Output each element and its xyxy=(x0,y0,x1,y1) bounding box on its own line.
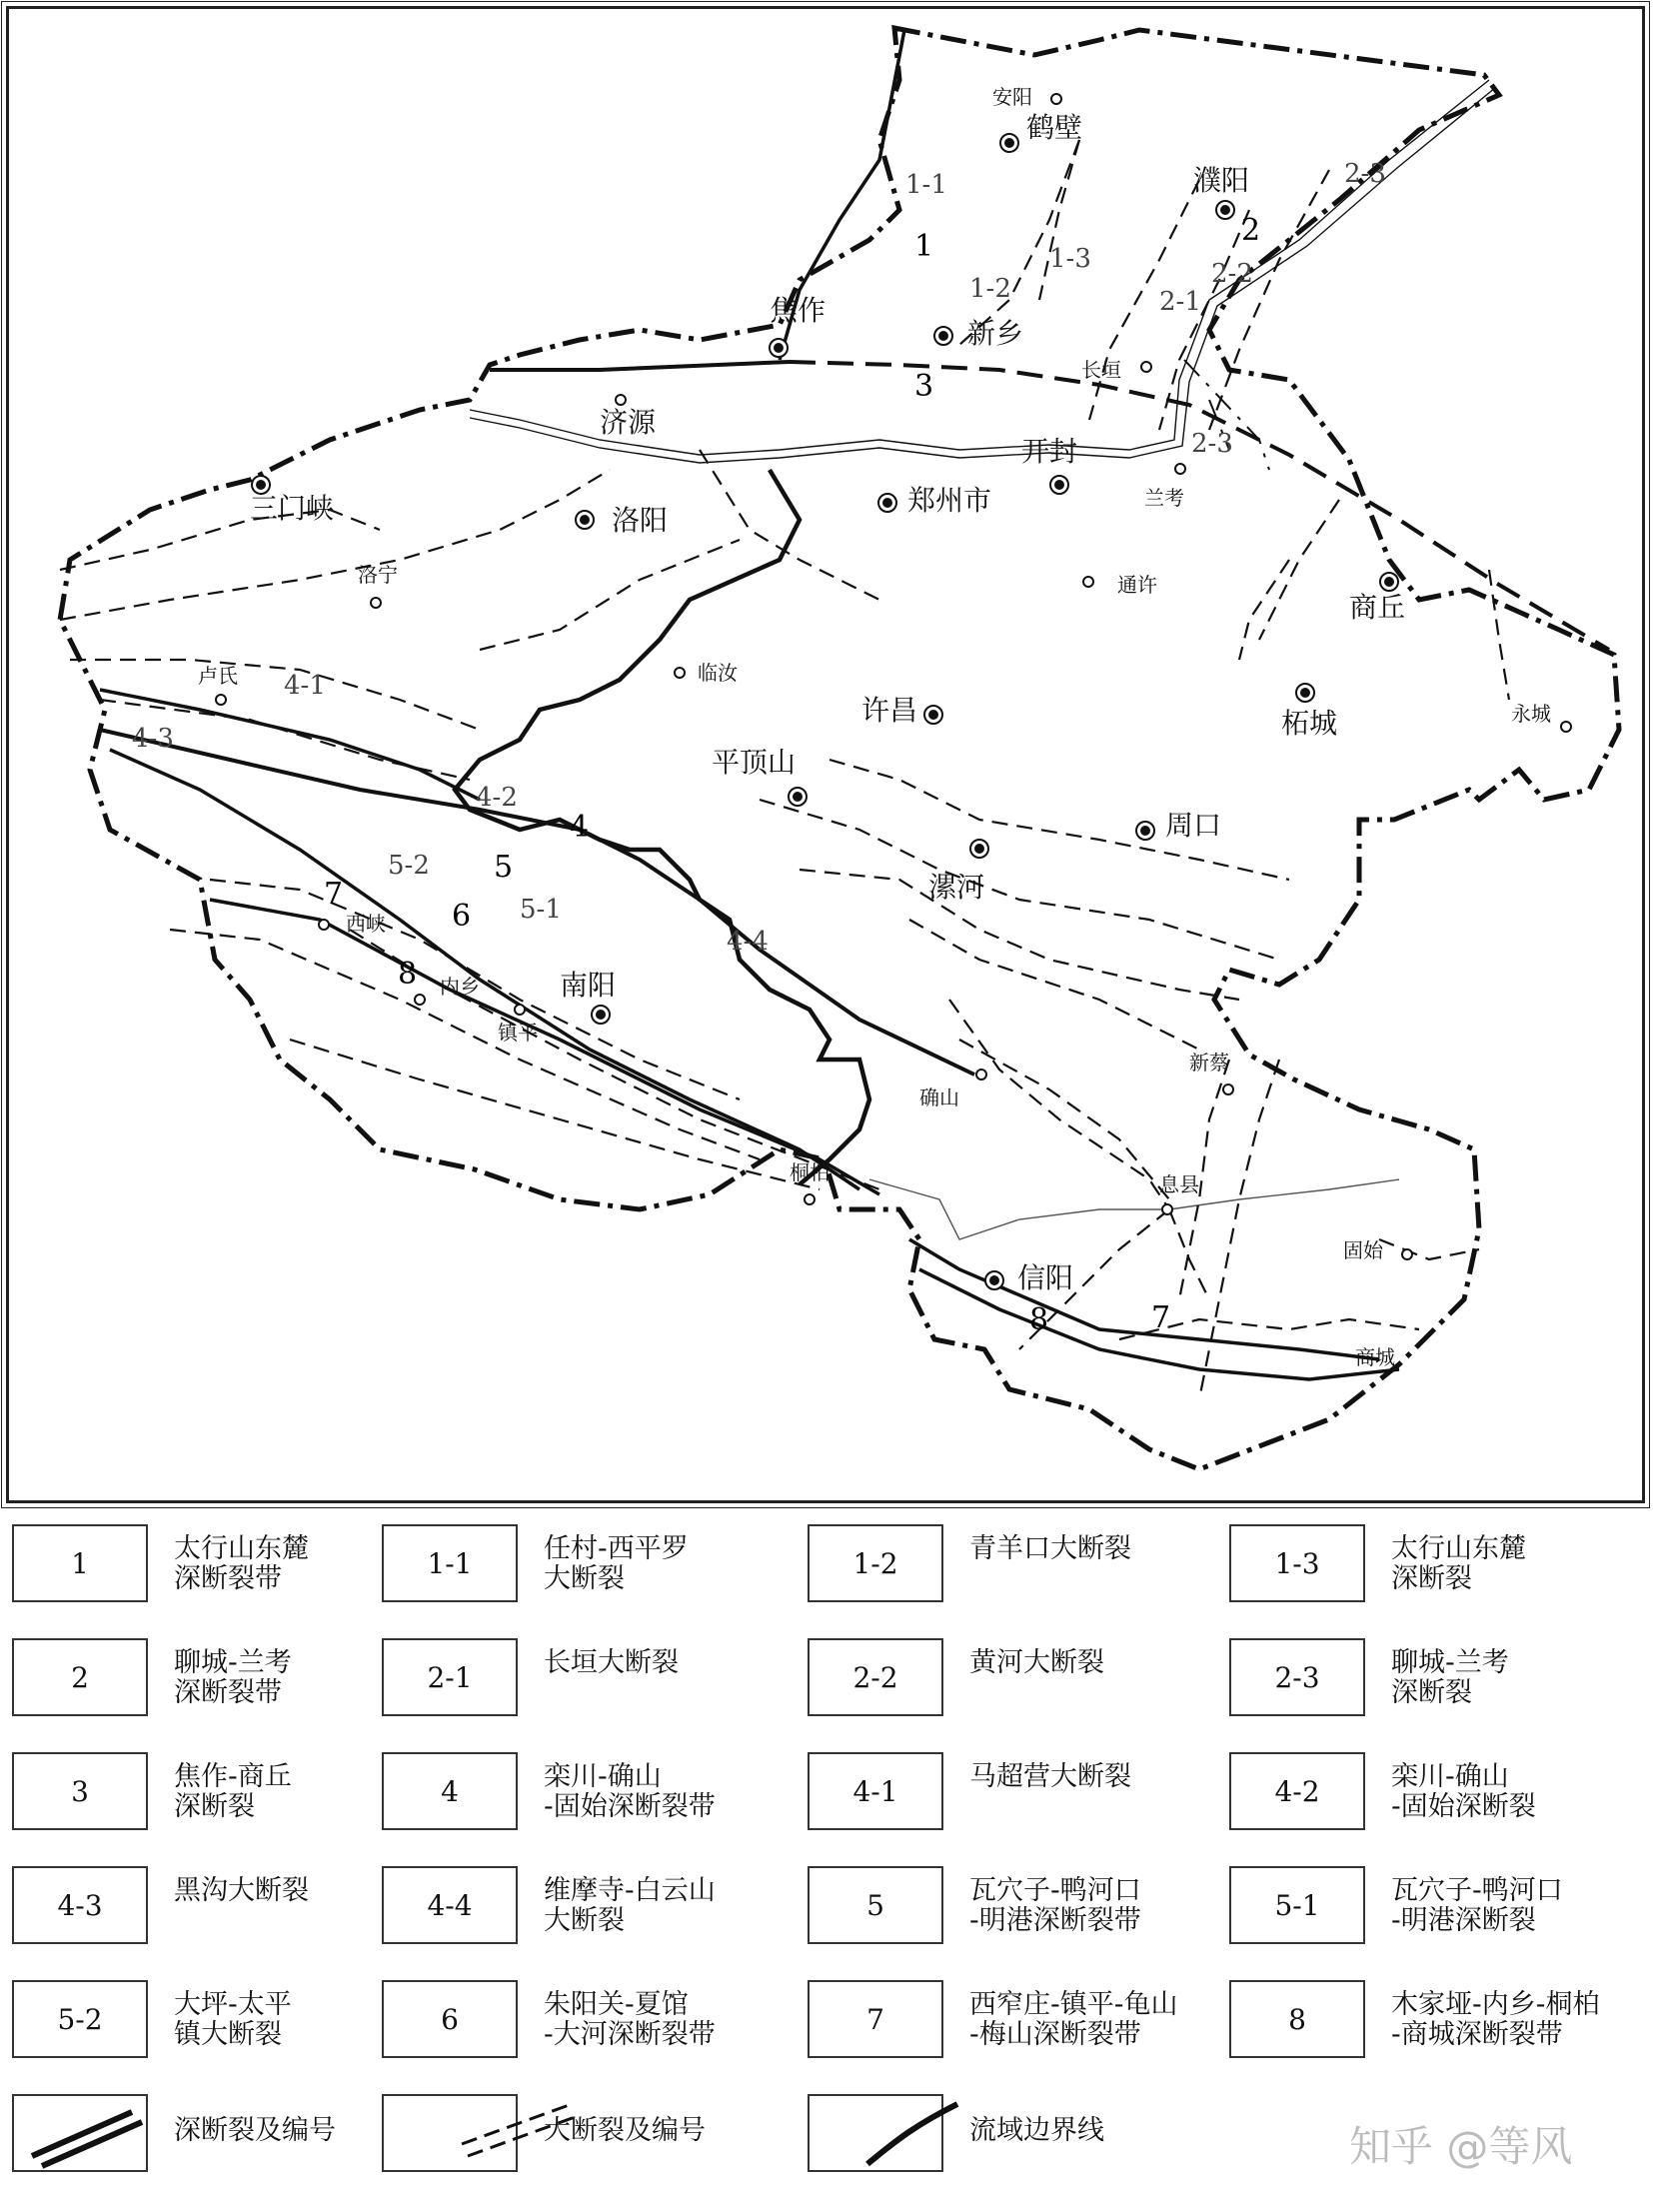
legend-fault-name: 瓦穴子-鸭河口 -明港深断裂带 xyxy=(969,1875,1141,1936)
legend-code-box: 4-3 xyxy=(12,1866,148,1944)
legend-fault-name: 聊城-兰考 深断裂带 xyxy=(174,1647,292,1708)
label-xuchang: 许昌 xyxy=(861,694,918,727)
legend-code-box: 4 xyxy=(382,1752,518,1830)
symbol-major-fault-label: 大断裂及编号 xyxy=(544,2115,706,2146)
label-linru: 临汝 xyxy=(698,661,738,685)
legend-fault-name: 聊城-兰考 深断裂 xyxy=(1391,1647,1509,1708)
legend-code-box: 1 xyxy=(12,1524,148,1602)
legend-fault-name: 朱阳关-夏馆 -大河深断裂带 xyxy=(544,1989,716,2050)
legend-fault-name: 马超营大断裂 xyxy=(969,1761,1131,1792)
label-lushi: 卢氏 xyxy=(198,664,238,688)
legend-fault-name: 青羊口大断裂 xyxy=(969,1533,1131,1564)
legend-fault-name: 焦作-商丘 深断裂 xyxy=(174,1761,292,1822)
zone-2: 2 xyxy=(1241,213,1261,248)
zone-2-3-north: 2-3 xyxy=(1344,159,1386,189)
zone-5: 5 xyxy=(494,850,514,885)
zone-1: 1 xyxy=(914,229,934,264)
label-xixia: 西峡 xyxy=(346,912,386,936)
zone-6: 6 xyxy=(452,899,472,934)
deep-fault-3 xyxy=(490,362,790,370)
zone-2-3-south: 2-3 xyxy=(1191,429,1233,459)
label-luohe: 漯河 xyxy=(928,871,985,904)
label-queshan: 确山 xyxy=(919,1086,959,1109)
label-tongbai: 桐柏 xyxy=(790,1160,829,1184)
symbol-deep-fault-label: 深断裂及编号 xyxy=(174,2115,336,2146)
watermark: 知乎 @等风 xyxy=(1349,2122,1573,2171)
legend-code-box: 1-1 xyxy=(382,1524,518,1602)
legend-fault-name: 任村-西平罗 大断裂 xyxy=(544,1533,689,1594)
label-hebi: 鹤壁 xyxy=(1026,111,1083,144)
legend-fault-name: 栾川-确山 -固始深断裂带 xyxy=(544,1761,716,1822)
legend-fault-name: 太行山东麓 深断裂带 xyxy=(174,1533,309,1594)
zone-7-west: 7 xyxy=(324,877,344,912)
label-gushi: 固始 xyxy=(1343,1238,1383,1262)
legend-code-box: 1-2 xyxy=(808,1524,943,1602)
legend-code-box: 4-1 xyxy=(808,1752,943,1830)
legend-code-box: 3 xyxy=(12,1752,148,1830)
label-shangcheng: 商城 xyxy=(1355,1345,1395,1369)
zone-4-2: 4-2 xyxy=(476,783,518,813)
legend-fault-name: 西窄庄-镇平-龟山 -梅山深断裂带 xyxy=(969,1989,1178,2050)
province-boundary xyxy=(60,28,1619,1469)
legend-code-box: 1-3 xyxy=(1229,1524,1365,1602)
label-yongcheng: 永城 xyxy=(1511,702,1551,726)
label-luoning: 洛宁 xyxy=(358,563,398,587)
zone-1-2: 1-2 xyxy=(969,274,1011,304)
legend-code-box: 6 xyxy=(382,1980,518,2058)
legend-fault-name: 长垣大断裂 xyxy=(544,1647,679,1678)
legend-code-box: 2-3 xyxy=(1229,1638,1365,1716)
zone-5-1: 5-1 xyxy=(520,895,562,925)
label-xixian: 息县 xyxy=(1159,1172,1199,1196)
symbol-basin-boundary-label: 流域边界线 xyxy=(969,2115,1104,2146)
label-pingdingshan: 平顶山 xyxy=(712,746,797,779)
symbol-basin-boundary-box xyxy=(808,2094,943,2172)
label-jiaozuo: 焦作 xyxy=(770,294,826,327)
legend-fault-name: 黄河大断裂 xyxy=(969,1647,1104,1678)
legend-fault-name: 维摩寺-白云山 大断裂 xyxy=(544,1875,716,1936)
zone-8-east: 8 xyxy=(1029,1302,1049,1337)
zone-1-1: 1-1 xyxy=(905,170,947,200)
label-kaifeng: 开封 xyxy=(1021,435,1078,468)
label-neixiang: 内乡 xyxy=(440,975,480,999)
label-xincai: 新蔡 xyxy=(1189,1051,1229,1075)
label-nanyang: 南阳 xyxy=(560,969,617,1002)
zone-3: 3 xyxy=(914,369,934,404)
legend-code-box: 8 xyxy=(1229,1980,1365,2058)
zone-8-west: 8 xyxy=(398,957,418,992)
legend xyxy=(0,1514,1653,2204)
legend-code-box: 5 xyxy=(808,1866,943,1944)
legend-code-box: 5-1 xyxy=(1229,1866,1365,1944)
label-tongxu: 通许 xyxy=(1117,573,1157,597)
label-puyang: 濮阳 xyxy=(1193,164,1250,197)
zone-4-4: 4-4 xyxy=(727,927,769,957)
zone-4-1: 4-1 xyxy=(284,671,326,701)
label-luoyang: 洛阳 xyxy=(612,504,669,537)
zone-2-1: 2-1 xyxy=(1159,287,1201,317)
zone-1-3: 1-3 xyxy=(1049,244,1091,274)
legend-fault-name: 大坪-太平 镇大断裂 xyxy=(174,1989,292,2050)
basin-boundary xyxy=(455,470,869,1184)
label-shangqiu: 商丘 xyxy=(1349,591,1406,624)
zone-4: 4 xyxy=(570,810,590,845)
legend-code-box: 4-4 xyxy=(382,1866,518,1944)
zone-4-3: 4-3 xyxy=(132,724,174,754)
label-anyang: 安阳 xyxy=(992,85,1032,109)
legend-code-box: 2-2 xyxy=(808,1638,943,1716)
symbol-major-fault-box xyxy=(382,2094,518,2172)
legend-code-box: 7 xyxy=(808,1980,943,2058)
legend-fault-name: 太行山东麓 深断裂 xyxy=(1391,1533,1526,1594)
label-zhecheng: 柘城 xyxy=(1281,707,1338,740)
label-zhoukou: 周口 xyxy=(1165,809,1222,842)
label-changyuan: 长垣 xyxy=(1081,358,1121,382)
label-xinyang: 信阳 xyxy=(1017,1261,1074,1294)
huai-river xyxy=(869,1179,1399,1239)
zone-7-east: 7 xyxy=(1151,1300,1171,1335)
legend-fault-name: 栾川-确山 -固始深断裂 xyxy=(1391,1761,1536,1822)
label-sanmenxia: 三门峡 xyxy=(250,492,335,525)
label-zhengzhou: 郑州市 xyxy=(907,484,992,517)
label-zhenping: 镇平 xyxy=(498,1021,538,1045)
legend-fault-name: 瓦穴子-鸭河口 -明港深断裂 xyxy=(1391,1875,1563,1936)
symbol-deep-fault-box xyxy=(12,2094,148,2172)
legend-code-box: 2 xyxy=(12,1638,148,1716)
legend-code-box: 5-2 xyxy=(12,1980,148,2058)
label-lankao: 兰考 xyxy=(1144,486,1184,510)
legend-fault-name: 黑沟大断裂 xyxy=(174,1875,309,1906)
label-xinxiang: 新乡 xyxy=(967,317,1024,350)
label-jiyuan: 济源 xyxy=(600,406,657,439)
legend-code-box: 4-2 xyxy=(1229,1752,1365,1830)
zone-2-2: 2-2 xyxy=(1211,259,1253,289)
legend-fault-name: 木家垭-内乡-桐柏 -商城深断裂带 xyxy=(1391,1989,1600,2050)
zone-5-2: 5-2 xyxy=(388,851,430,881)
legend-code-box: 2-1 xyxy=(382,1638,518,1716)
